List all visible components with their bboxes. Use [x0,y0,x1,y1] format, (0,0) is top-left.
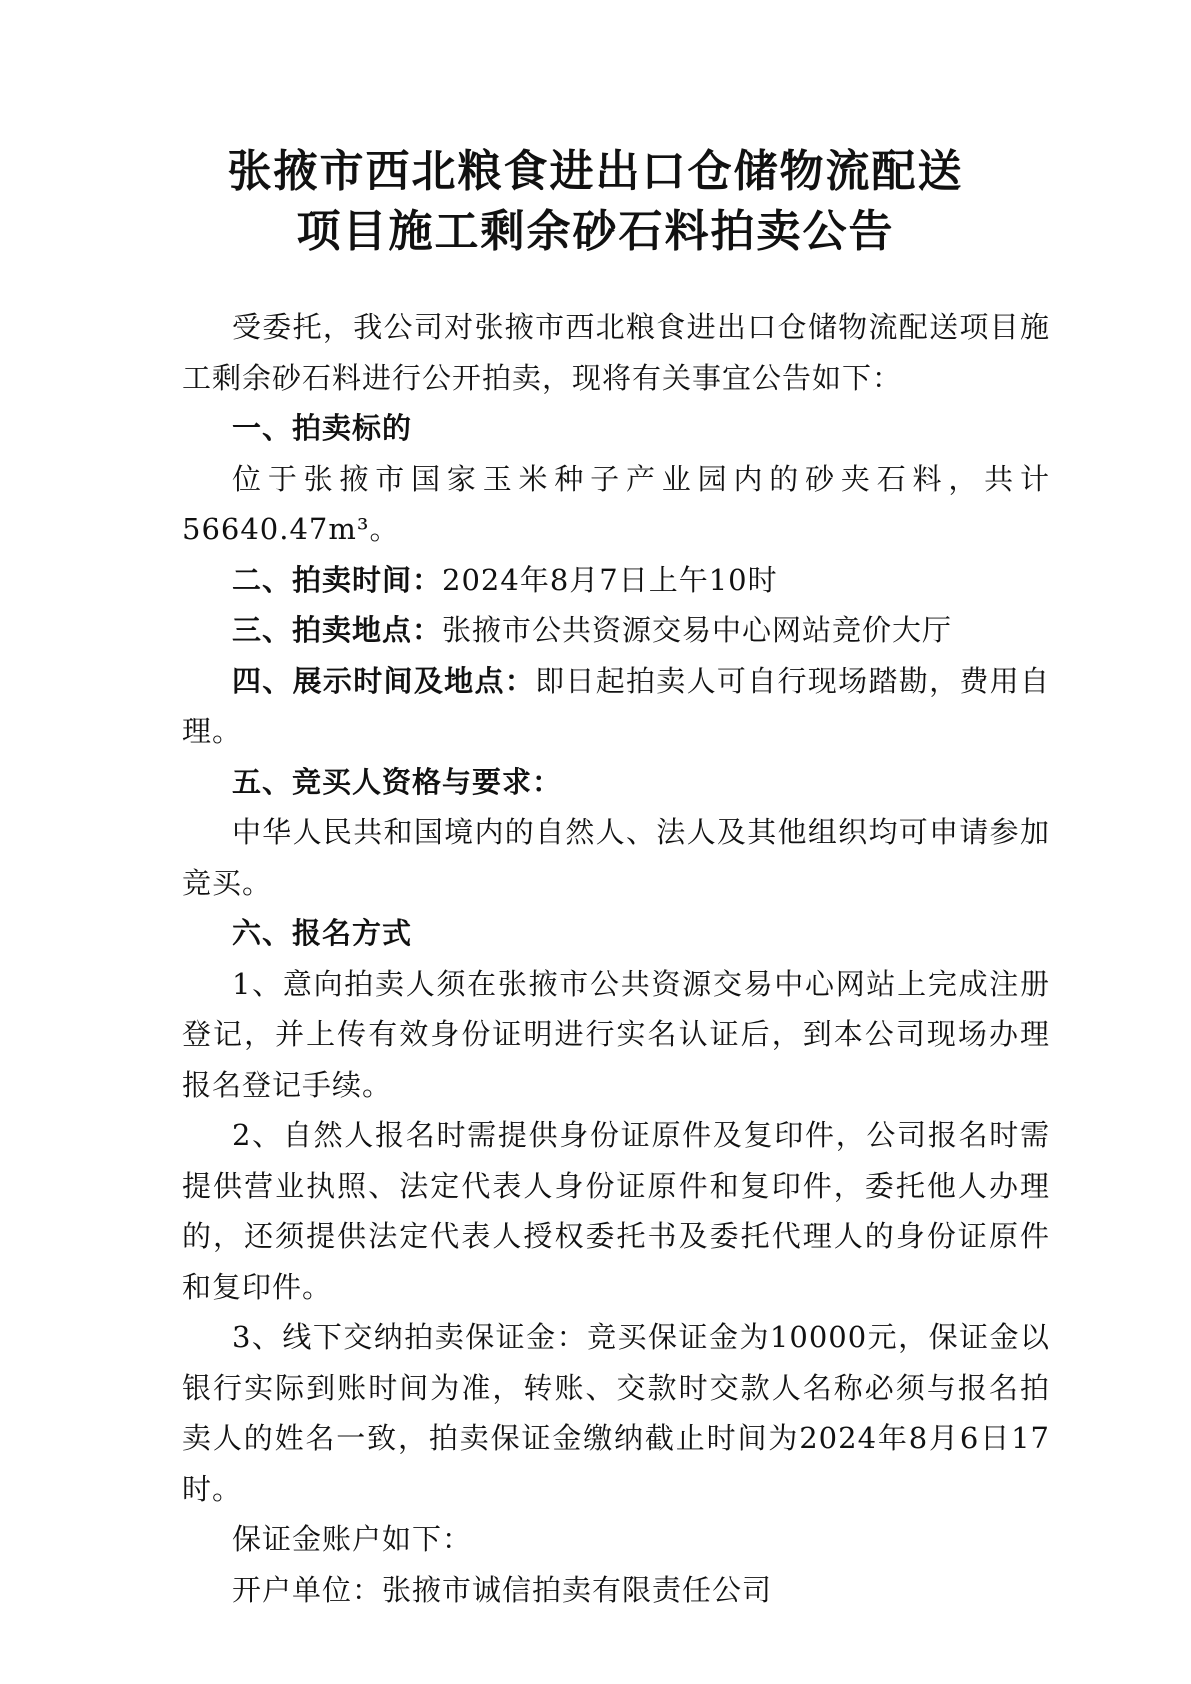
document-title [150,142,1041,262]
section-3-heading: 三、拍卖地点： [232,613,443,647]
section-4-heading: 四、展示时间及地点： [232,663,536,698]
title-line-1: 张掖市西北粮食进出口仓储物流配送 [227,146,964,197]
section-2 [182,555,1050,606]
section-3 [182,605,1050,656]
section-6-heading: 六、报名方式 [232,916,413,950]
document-body [182,302,1050,1615]
section-4-text: 即日起拍卖人可自行现场踏勘，费用自理。 [182,663,1050,748]
section-5-heading: 五、竞买人资格与要求： [232,764,563,799]
section-2-text: 2024年8月7日上午10时 [442,562,778,597]
intro-paragraph: 受委托，我公司对张掖市西北粮食进出口仓储物流配送项目施工剩余砂石料进行公开拍卖，现将有关事宜公告如下： [182,310,1050,395]
section-5-text: 中华人民共和国境内的自然人、法人及其他组织均可申请参加竞买。 [182,815,1050,900]
section-1-heading: 一、拍卖标的 [232,411,413,445]
account-unit: 开户单位：张掖市诚信拍卖有限责任公司 [232,1572,773,1607]
section-4 [182,656,1050,757]
title-line-2: 项目施工剩余砂石料拍卖公告 [296,206,895,257]
section-1-text: 位于张掖市国家玉米种子产业园内的砂夹石料，共计56640.47m³。 [182,461,1050,546]
section-3-text: 张掖市公共资源交易中心网站竞价大厅 [442,613,953,647]
account-label: 保证金账户如下： [232,1522,473,1556]
section-6-item-3: 3、线下交纳拍卖保证金：竞买保证金为10000元，保证金以银行实际到账时间为准，转账、交款时交款人名称必须与报名拍卖人的姓名一致，拍卖保证金缴纳截止时间为2024年8月6日17时。 [182,1320,1050,1506]
section-2-heading: 二、拍卖时间： [232,562,443,597]
section-6-item-1: 1、意向拍卖人须在张掖市公共资源交易中心网站上完成注册登记，并上传有效身份证明进行实名认证后，到本公司现场办理报名登记手续。 [182,966,1050,1102]
section-6-item-2: 2、自然人报名时需提供身份证原件及复印件，公司报名时需提供营业执照、法定代表人身份证原件和复印件，委托他人办理的，还须提供法定代表人授权委托书及委托代理人的身份证原件和复印件。 [182,1118,1050,1304]
